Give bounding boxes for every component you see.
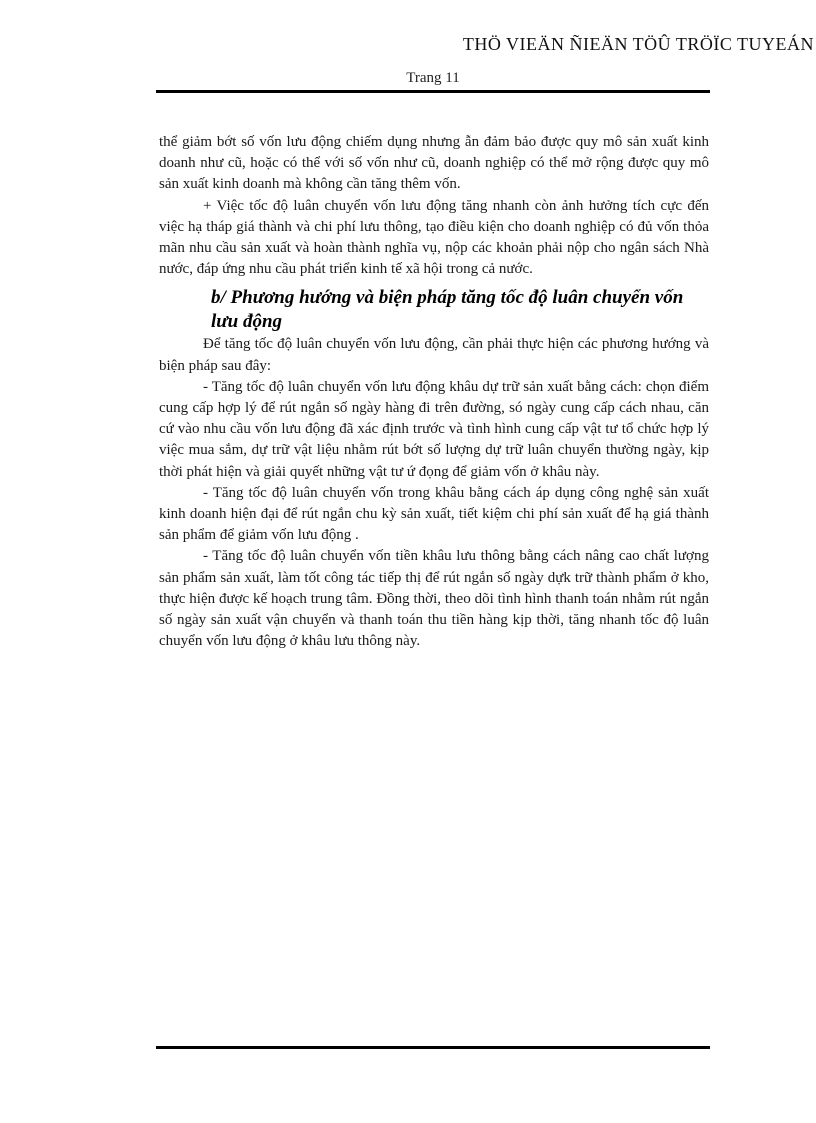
footer-divider bbox=[156, 1046, 710, 1049]
paragraph-2: + Việc tốc độ luân chuyển vốn lưu động tăng nhanh còn ảnh hưởng tích cực đến việc hạ tháp giá thành và chi phí lưu thông, tạo điều kiện cho doanh nghiệp có đủ vốn thỏa mãn nhu cầu sản xuất và hoàn thành nghĩa vụ, nộp các khoản phải nộp cho ngân sách Nhà nước, đáp ứng nhu cầu phát triển kinh tế xã hội trong cả nước. bbox=[159, 197, 709, 278]
paragraph-4: - Tăng tốc độ luân chuyển vốn lưu động khâu dự trữ sản xuất bằng cách: chọn điểm cung cấp hợp lý để rút ngắn số ngày hàng đi trên đường, só ngày cung cấp cách nhau, căn cứ vào nhu cầu vốn lưu động đã xác định trước và tình hình cung cấp vật tư tổ chức hợp lý việc mua sắm, dự trữ vật liệu nhằm rút bớt số lượng dự trữ luân chuyển thường ngày, kịp thời phát hiện và giải quyết những vật tư ứ đọng để giảm vốn ở khâu này. bbox=[159, 378, 709, 480]
paragraph-5: - Tăng tốc độ luân chuyển vốn trong khâu bằng cách áp dụng công nghệ sản xuất kinh doanh hiện đại để rút ngắn chu kỳ sản xuất, tiết kiệm chi phí sản xuất để hạ giá thành sản phẩm để giảm vốn lưu động . bbox=[159, 484, 709, 544]
site-banner: THÖ VIEÄN ÑIEÄN TÖÛ TRÖÏC TUYEÁN bbox=[462, 34, 814, 54]
document-body bbox=[159, 132, 709, 652]
page-number: Trang 11 bbox=[406, 70, 460, 86]
paragraph-1: thể giảm bớt số vốn lưu động chiếm dụng nhưng ẫn đảm bảo được quy mô sản xuất kinh doanh như cũ, hoặc có thể với số vốn như cũ, doanh nghiệp có thể mở rộng được quy mô sản xuất kinh doanh mà không cần tăng thêm vốn. bbox=[159, 134, 709, 193]
section-heading: b/ Phương hướng và biện pháp tăng tốc độ luân chuyển vốn lưu động bbox=[211, 287, 684, 333]
header-divider bbox=[156, 90, 710, 93]
paragraph-6: - Tăng tốc độ luân chuyển vốn tiền khâu lưu thông bằng cách nâng cao chất lượng sản phẩm sản xuất, làm tốt công tác tiếp thị để rút ngắn số ngày dựk trữ thành phẩm ở kho, thực hiện được kế hoạch trung tâm. Đồng thời, theo dõi tình hình thanh toán nhằm rút ngắn số ngày sản xuất vận chuyển và thanh toán thu tiền hàng kịp thời, tăng nhanh tốc độ luân chuyển vốn lưu động ở khâu lưu thông này. bbox=[159, 548, 709, 650]
paragraph-3: Để tăng tốc độ luân chuyển vốn lưu động, cần phải thực hiện các phương hướng và biện pháp sau đây: bbox=[159, 336, 709, 374]
